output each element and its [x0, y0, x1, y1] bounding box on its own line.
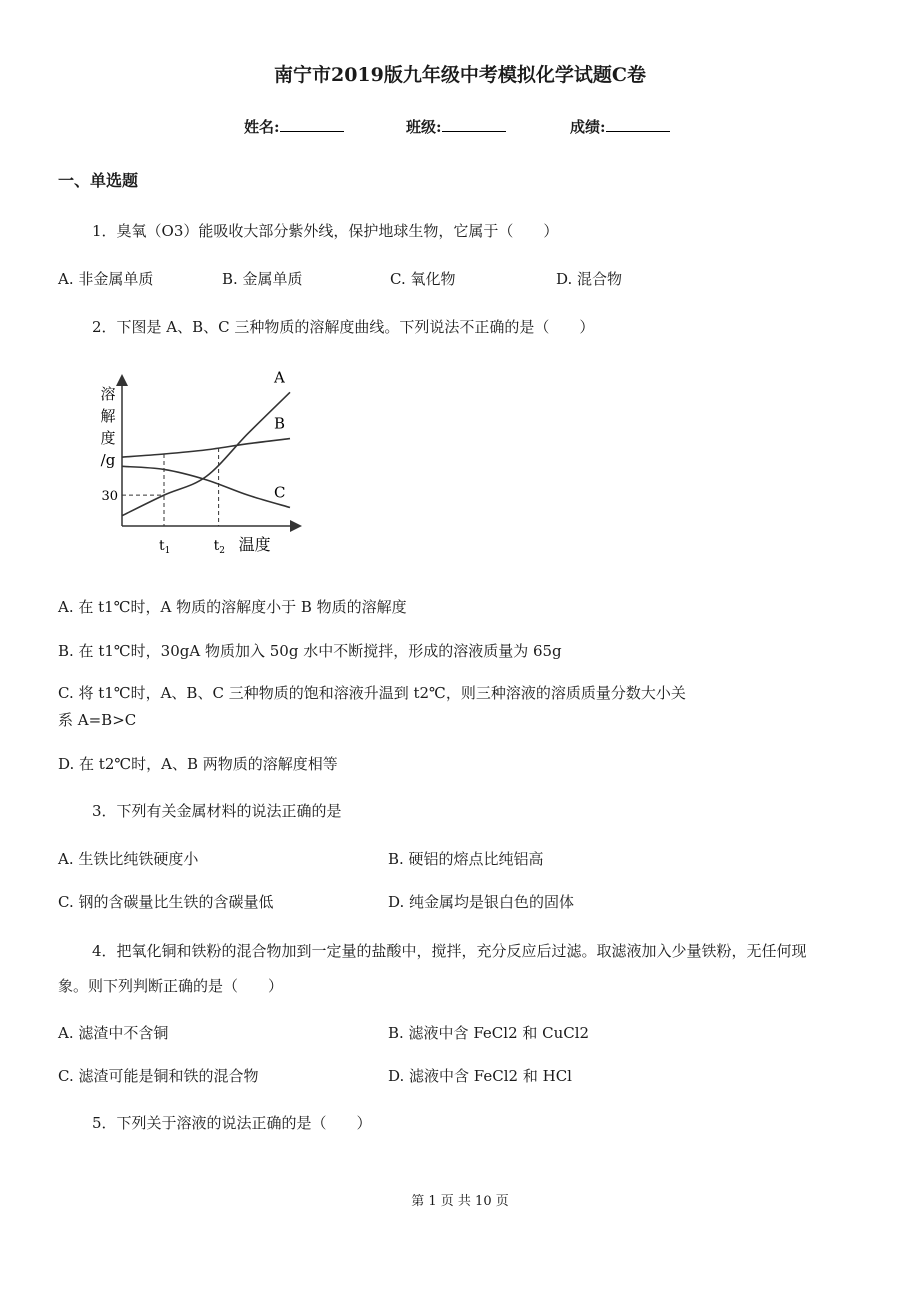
- name-blank[interactable]: [280, 117, 344, 132]
- option-3d[interactable]: D. 纯金属均是银白色的固体: [388, 893, 575, 911]
- curve-label-c: C: [274, 483, 286, 502]
- y-axis-label-char: 解: [100, 407, 116, 425]
- y-axis-label: [100, 385, 115, 469]
- page-title: 南宁市2019版九年级中考模拟化学试题C卷: [273, 64, 646, 86]
- class-blank[interactable]: [442, 117, 506, 132]
- question-4-line2: 象。则下列判断正确的是（ ）: [58, 977, 284, 995]
- option-2c-cont: 系 A=B>C: [58, 711, 137, 729]
- x-tick-label-t1: $t_1$: [159, 538, 171, 556]
- curve-labels: [273, 368, 285, 501]
- option-3c[interactable]: C. 钢的含碳量比生铁的含碳量低: [58, 893, 274, 911]
- y-axis-label-char: 溶: [100, 385, 116, 403]
- option-4a[interactable]: A. 滤渣中不含铜: [58, 1024, 169, 1042]
- class-field[interactable]: [406, 116, 506, 137]
- option-4d[interactable]: D. 滤液中含 FeCl2 和 HCl: [388, 1067, 572, 1085]
- curve-label-b: B: [274, 414, 286, 433]
- option-3a[interactable]: A. 生铁比纯铁硬度小: [58, 850, 199, 868]
- name-label: 姓名:: [244, 118, 280, 136]
- name-field[interactable]: [244, 116, 344, 137]
- curve-a: [122, 392, 290, 515]
- curve-c: [122, 466, 290, 507]
- page-footer: 第 1 页 共 10 页: [411, 1194, 509, 1209]
- class-label: 班级:: [406, 118, 442, 136]
- x-tick-labels: [159, 538, 225, 556]
- y-tick-label-30: 30: [101, 489, 118, 505]
- guide-lines: [122, 448, 219, 526]
- curve-label-a: A: [274, 368, 285, 387]
- option-3b[interactable]: B. 硬铝的熔点比纯铝高: [388, 850, 544, 868]
- option-1a[interactable]: A. 非金属单质: [58, 270, 154, 288]
- option-4b[interactable]: B. 滤液中含 FeCl2 和 CuCl2: [388, 1024, 590, 1042]
- curve-b: [122, 439, 290, 458]
- score-blank[interactable]: [606, 117, 670, 132]
- question-1: 1．臭氧（O3）能吸收大部分紫外线，保护地球生物，它属于（ ）: [92, 222, 559, 240]
- question-5: 5．下列关于溶液的说法正确的是（ ）: [92, 1114, 372, 1132]
- option-2c[interactable]: C. 将 t1℃时，A、B、C 三种物质的饱和溶液升温到 t2℃，则三种溶液的溶质质量分数大小关: [58, 684, 686, 702]
- question-3: 3．下列有关金属材料的说法正确的是: [92, 802, 342, 820]
- option-1c[interactable]: C. 氧化物: [390, 270, 456, 288]
- question-2: 2．下图是 A、B、C 三种物质的溶解度曲线。下列说法不正确的是（ ）: [92, 318, 595, 336]
- option-4c[interactable]: C. 滤渣可能是铜和铁的混合物: [58, 1067, 259, 1085]
- option-2b[interactable]: B. 在 t1℃时，30gA 物质加入 50g 水中不断搅拌，形成的溶液质量为 65g: [58, 642, 562, 660]
- option-2d[interactable]: D. 在 t2℃时，A、B 两物质的溶解度相等: [58, 755, 338, 773]
- option-1d[interactable]: D. 混合物: [556, 270, 623, 288]
- x-axis-label: 温度: [238, 535, 271, 554]
- score-field[interactable]: [570, 116, 670, 137]
- solubility-chart: [90, 368, 310, 568]
- y-axis-label-char: /g: [100, 451, 116, 469]
- option-1b[interactable]: B. 金属单质: [222, 270, 303, 288]
- y-axis-label-char: 度: [100, 429, 116, 447]
- x-tick-label-t2: $t_2$: [213, 538, 225, 556]
- section-heading-single-choice: 一、单选题: [58, 171, 139, 190]
- curves: [122, 392, 290, 515]
- question-4-line1: 4．把氧化铜和铁粉的混合物加到一定量的盐酸中，搅拌，充分反应后过滤。取滤液加入少量铁粉，无任何现: [92, 942, 807, 960]
- option-2a[interactable]: A. 在 t1℃时，A 物质的溶解度小于 B 物质的溶解度: [58, 598, 407, 616]
- score-label: 成绩:: [570, 118, 606, 136]
